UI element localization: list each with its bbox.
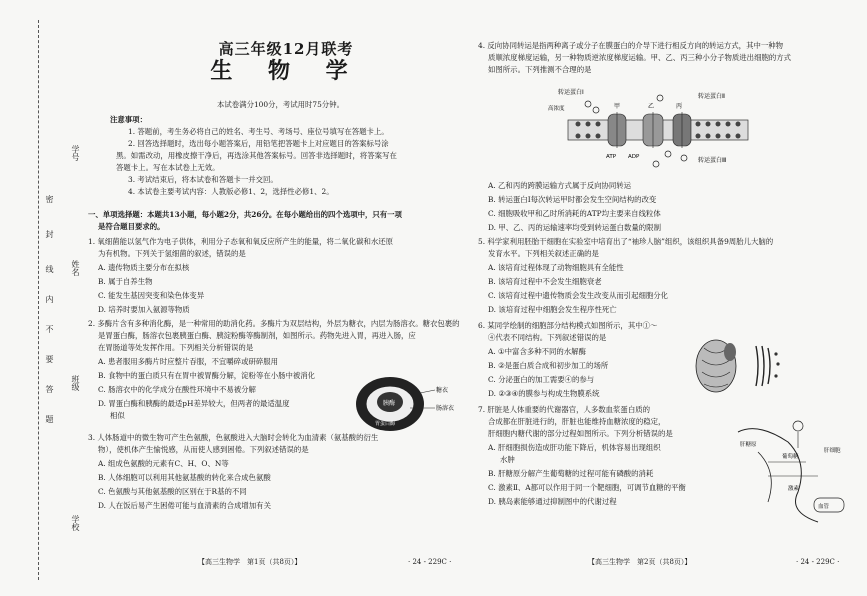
liver-blood-label: 血管 [818, 504, 830, 510]
name-label: 姓名 [71, 260, 80, 276]
note-line: 答题卡上。写在本试卷上无效。 [116, 163, 220, 172]
membrane-transport-figure [548, 84, 768, 176]
question-1-option: D. 培养时要加入氨源等物质 [98, 305, 190, 314]
question-1-stem: 为有机物。下列关于氢细菌的叙述，错误的是 [98, 249, 246, 258]
exam-info: 本试卷满分100分，考试用时75分钟。 [217, 100, 344, 109]
right-page-footer: 【高三生物学 第2页（共8页）】 [588, 558, 692, 566]
question-6-stem: ④代表不同结构。下列叙述错误的是 [488, 333, 607, 342]
question-6-stem: 6. 某同学绘制的细胞部分结构模式如图所示，其中①～ [478, 321, 658, 330]
question-3-stem: 3. 人体肠道中的微生物可产生色氨酸，色氨酸进入大脑时会转化为血清素（氨基酸的衍生 [88, 433, 379, 442]
seal-char: 内 [45, 295, 54, 303]
transporter-2-label: 转运蛋白Ⅱ [698, 93, 725, 100]
question-4-stem: 如图所示。下列推测不合理的是 [488, 65, 592, 74]
substance-bing-label: 丙 [676, 103, 683, 110]
question-2-option: A. 患者服用多酶片时应整片吞服，不宜嚼碎或研碎服用 [98, 357, 279, 366]
question-2-option: B. 食物中的蛋白质只有在胃中被胃酶分解，淀粉等在小肠中被消化 [98, 371, 316, 380]
pill-center-text: 胰酶 [383, 400, 396, 407]
pill-figure [350, 368, 460, 440]
right-page [478, 0, 858, 596]
question-3-option: D. 人在饭后易产生困倦可能与血清素的合成增加有关 [98, 501, 271, 510]
section-heading: 一、单项选择题：本题共13小题，每小题2分，共26分。在每小题给出的四个选项中，只有一项 [88, 210, 402, 219]
question-2-option: 相似 [110, 411, 125, 420]
question-4-option: A. 乙和丙的跨膜运输方式属于反向协同转运 [488, 181, 632, 190]
question-3-option: B. 人体细胞可以利用其他氨基酸的转化来合成色氨酸 [98, 473, 271, 482]
question-1-stem: 1. 氧细菌能以氢气作为电子供体，利用分子态氧和氧反应所产生的能量，将二氧化碳和水还原 [88, 237, 394, 246]
atp-label: ATP [606, 154, 617, 160]
school-label: 学校 [71, 515, 80, 531]
note-line: 2. 回答选择题时，选出每小题答案后，用铅笔把答题卡上对应题目的答案标号涂 [128, 139, 389, 148]
left-page-code: · 24 - 229C · [408, 558, 452, 566]
liver-metabolism-figure [728, 412, 853, 530]
question-7-stem: 7. 肝脏是人体重要的代谢器官，人多数血浆蛋白质的 [478, 405, 650, 414]
note-line: 1. 答题前，考生务必将自己的姓名、考生号、考场号、座位号填写在答题卡上。 [128, 127, 389, 136]
question-7-option: D. 胰岛素能够通过抑制图中的代谢过程 [488, 497, 617, 506]
student-id-label: 学号 [71, 145, 80, 161]
question-7-stem: 肝细胞内糖代谢的部分过程如图所示。下列分析错误的是 [488, 429, 673, 438]
concentration-label: 高浓度 [548, 106, 565, 112]
binding-margin [0, 0, 78, 596]
exam-title: 高三年级12月联考 [218, 40, 354, 58]
seal-line [38, 20, 39, 580]
question-7-option: A. 肝细胞损伤造成肝功能下降后，机体容易出现组织 [488, 443, 661, 452]
liver-glycogen-label: 肝糖原 [740, 442, 757, 448]
pill-side-label: 肠溶衣 [436, 405, 455, 412]
seal-char: 答 [45, 385, 54, 393]
seal-char: 密 [45, 195, 54, 203]
substance-jia-label: 甲 [614, 103, 621, 110]
question-4-stem: 4. 反向协同转运是指两种离子或分子在膜蛋白的介导下进行相反方向的转运方式，其中一种物 [478, 41, 784, 50]
liver-hormone-label: 激素 [788, 486, 800, 492]
pill-outer-label: 糖衣 [436, 387, 449, 394]
question-2-stem: 2. 多酶片含有多种消化酶，是一种常用的助消化药。多酶片为双层结构，外层为糖衣，内层为肠溶衣。糖衣包裹的 [88, 319, 460, 328]
question-6-option: A. ①中富含多种不同的水解酶 [488, 347, 586, 356]
question-4-option: D. 甲、乙、丙的运输速率均受到转运蛋白数量的限制 [488, 223, 661, 232]
substance-yi-label: 乙 [648, 103, 655, 110]
question-7-option: B. 肝糖原分解产生葡萄糖的过程可能有磷酸的消耗 [488, 469, 654, 478]
question-5-option: D. 该培育过程中细胞会发生程序性死亡 [488, 305, 617, 314]
question-4-option: C. 细胞吸收甲和乙时所消耗的ATP均主要来自线粒体 [488, 209, 661, 218]
question-7-option: C. 激素Ⅱ、A都可以作用于同一个靶细胞，可调节血糖的平衡 [488, 483, 686, 492]
question-1-option: A. 遗传物质主要分布在拟核 [98, 263, 190, 272]
question-2-stem: 是胃蛋白酶，肠溶衣包裹胰蛋白酶、胰淀粉酶等酶制剂，如图所示。药物先进入胃，再进入肠，应 [98, 331, 416, 340]
question-2-option: D. 胃蛋白酶和胰酶的最适pH差异较大，但两者的最适温度 [98, 399, 290, 408]
question-6-option: B. ②是蛋白质合成和初步加工的场所 [488, 361, 609, 370]
question-2-option: C. 肠溶衣中的化学成分在酸性环境中不易被分解 [98, 385, 256, 394]
question-2-stem: 在胃肠道等处发挥作用。下列相关分析错误的是 [98, 343, 254, 352]
question-7-stem: 合成都在肝脏进行的，肝脏也能维持血糖浓度的稳定， [488, 417, 666, 426]
liver-glucose-label: 葡萄糖 [782, 454, 799, 460]
note-line: 黑。如需改动，用橡皮擦干净后，再选涂其他答案标号。回答非选择题时，将答案写在 [116, 151, 397, 160]
section-heading: 是符合题目要求的。 [98, 222, 165, 231]
question-4-option: B. 转运蛋白Ⅰ每次转运甲时都会发生空间结构的改变 [488, 195, 657, 204]
seal-char: 要 [45, 355, 54, 363]
question-4-stem: 质顺浓度梯度运输，另一种物质逆浓度梯度运输。甲、乙、丙三种小分子物质进出细胞的方式 [488, 53, 792, 62]
organelle-3 [756, 346, 770, 386]
notes-heading: 注意事项： [110, 115, 147, 124]
question-6-option: C. 分泌蛋白的加工需要④的参与 [488, 375, 595, 384]
question-5-option: A. 该培育过程体现了动物细胞具有全能性 [488, 263, 624, 272]
question-5-option: B. 该培育过程中不会发生细胞衰老 [488, 277, 602, 286]
class-label: 班级 [71, 375, 80, 391]
question-3-option: C. 色氨酸与其他氨基酸的区别在于R基的不同 [98, 487, 247, 496]
question-5-stem: 5. 科学家利用胚胎干细胞在实验室中培育出了“袖珍人脑”组织，该组织具备9周胎儿大脑的 [478, 237, 774, 246]
note-line: 4. 本试卷主要考试内容：人教版必修1、2，选择性必修1、2。 [128, 187, 334, 196]
seal-char: 不 [45, 325, 54, 333]
question-1-option: B. 属于自养生物 [98, 277, 153, 286]
left-page [88, 0, 473, 596]
note-line: 3. 考试结束后，将本试卷和答题卡一并交回。 [128, 175, 278, 184]
question-7-option: 水肿 [500, 455, 515, 464]
seal-char: 线 [45, 265, 54, 273]
liver-cell-label: 肝细胞 [824, 448, 841, 454]
subject-title: 生 物 学 [210, 58, 362, 84]
transporter-1-label: 转运蛋白Ⅰ [558, 89, 584, 96]
question-5-stem: 发育水平。下列相关叙述正确的是 [488, 249, 599, 258]
transporter-3-label: 转运蛋白Ⅲ [698, 157, 727, 164]
organelle-figure [686, 318, 796, 406]
pill-core-text: 胃蛋白酶 [375, 421, 396, 427]
question-3-stem: 物），使机体产生愉悦感，从而使人感到困倦。下列叙述错误的是 [98, 445, 309, 454]
organelle-2 [724, 343, 736, 361]
question-5-option: C. 该培育过程中遗传物质会发生改变从而引起细胞分化 [488, 291, 669, 300]
question-6-option: D. ②③④的膜参与构成生物膜系统 [488, 389, 600, 398]
seal-char: 题 [45, 415, 54, 423]
question-3-option: A. 组成色氨酸的元素有C、H、O、N等 [98, 459, 229, 468]
seal-char: 封 [45, 230, 54, 238]
right-page-code: · 24 - 229C · [796, 558, 840, 566]
left-page-footer: 【高三生物学 第1页（共8页）】 [198, 558, 302, 566]
adp-label: ADP [628, 154, 640, 160]
question-1-option: C. 能发生基因突变和染色体变异 [98, 291, 205, 300]
